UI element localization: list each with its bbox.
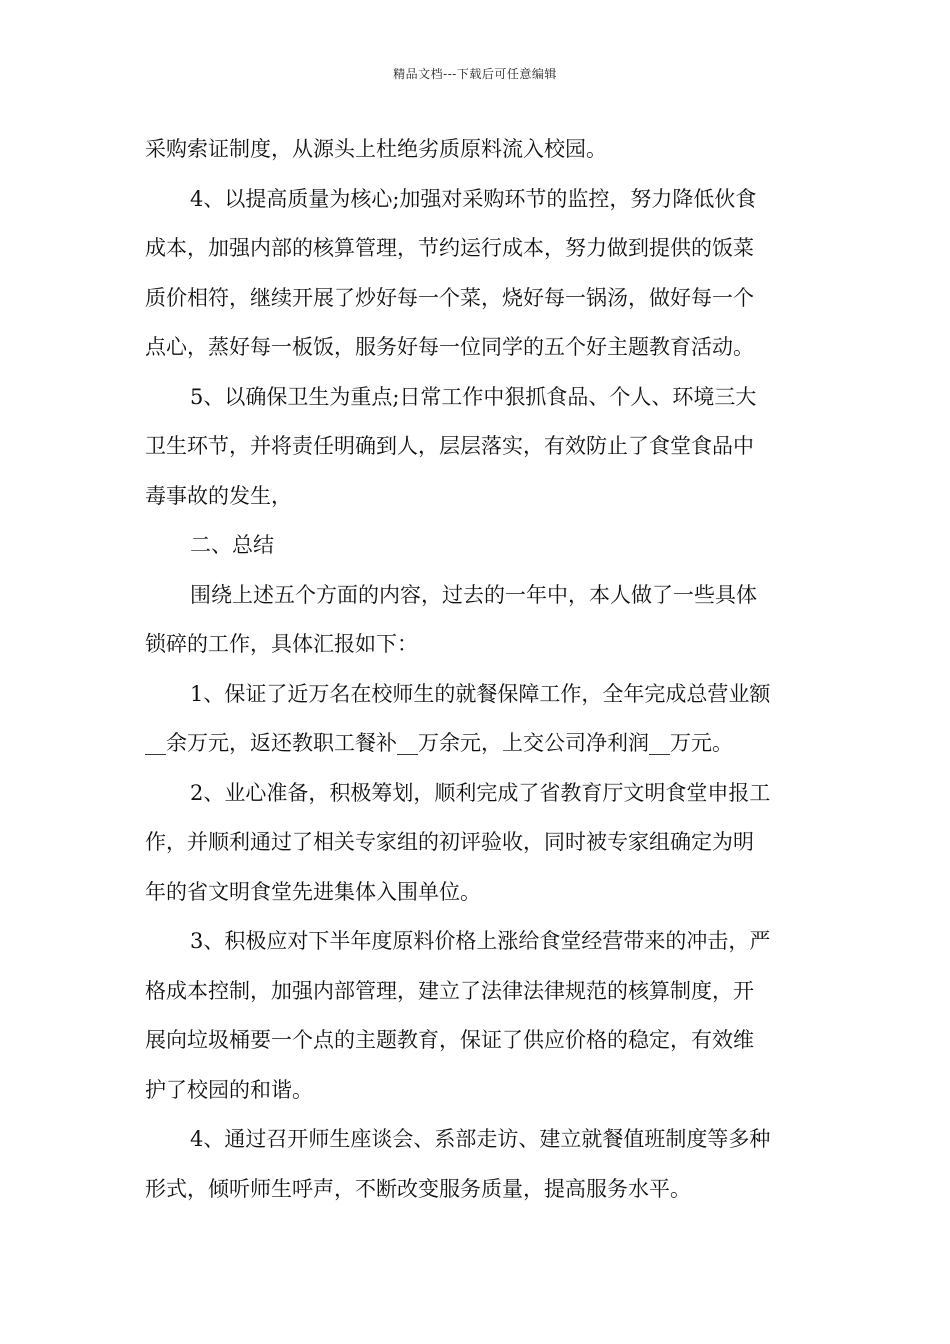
- text-line: 围绕上述五个方面的内容，过去的一年中，本人做了一些具体: [190, 582, 757, 607]
- page-header: 精品文档---下载后可任意编辑: [393, 67, 557, 81]
- text-line: 3、积极应对下半年度原料价格上涨给食堂经营带来的冲击，严: [190, 929, 771, 953]
- text-line: 展向垃圾桶要一个点的主题教育，保证了供应价格的稳定，有效维: [145, 1028, 754, 1052]
- text-line: 作，并顺利通过了相关专家组的初评验收，同时被专家组确定为明: [145, 830, 754, 854]
- text-line: 4、通过召开师生座谈会、系部走访、建立就餐值班制度等多种: [190, 1127, 771, 1151]
- text-line: 点心，蒸好每一板饭，服务好每一位同学的五个好主题教育活动。: [145, 335, 754, 359]
- section-heading: 二、总结: [190, 533, 274, 557]
- text-line: 毒事故的发生，: [145, 483, 292, 508]
- text-line: __余万元，返还教职工餐补__万余元，上交公司净利润__万元。: [145, 731, 733, 755]
- document-body: [145, 125, 805, 1214]
- text-line: 卫生环节，并将责任明确到人，层层落实，有效防止了食堂食品中: [145, 434, 754, 458]
- text-line: 护了校园的和谐。: [145, 1077, 313, 1102]
- text-line: 成本，加强内部的核算管理，节约运行成本，努力做到提供的饭菜: [145, 236, 754, 260]
- text-line: 锁碎的工作，具体汇报如下：: [145, 632, 418, 656]
- text-line: 1、保证了近万名在校师生的就餐保障工作，全年完成总营业额: [190, 681, 771, 706]
- text-line: 形式，倾听师生呼声，不断改变服务质量，提高服务水平。: [145, 1176, 691, 1201]
- text-line: 年的省文明食堂先进集体入围单位。: [145, 879, 481, 904]
- text-line: 2、业心准备，积极筹划，顺利完成了省教育厅文明食堂申报工: [190, 780, 771, 805]
- text-line: 采购索证制度，从源头上杜绝劣质原料流入校园。: [145, 137, 607, 161]
- text-line: 质价相符，继续开展了炒好每一个菜，烧好每一锅汤，做好每一个: [145, 285, 754, 310]
- text-line: 5、以确保卫生为重点;日常工作中狠抓食品、个人、环境三大: [190, 384, 757, 409]
- text-line: 格成本控制，加强内部管理，建立了法律法律规范的核算制度，开: [145, 978, 754, 1003]
- text-line: 4、以提高质量为核心;加强对采购环节的监控，努力降低伙食: [190, 186, 757, 211]
